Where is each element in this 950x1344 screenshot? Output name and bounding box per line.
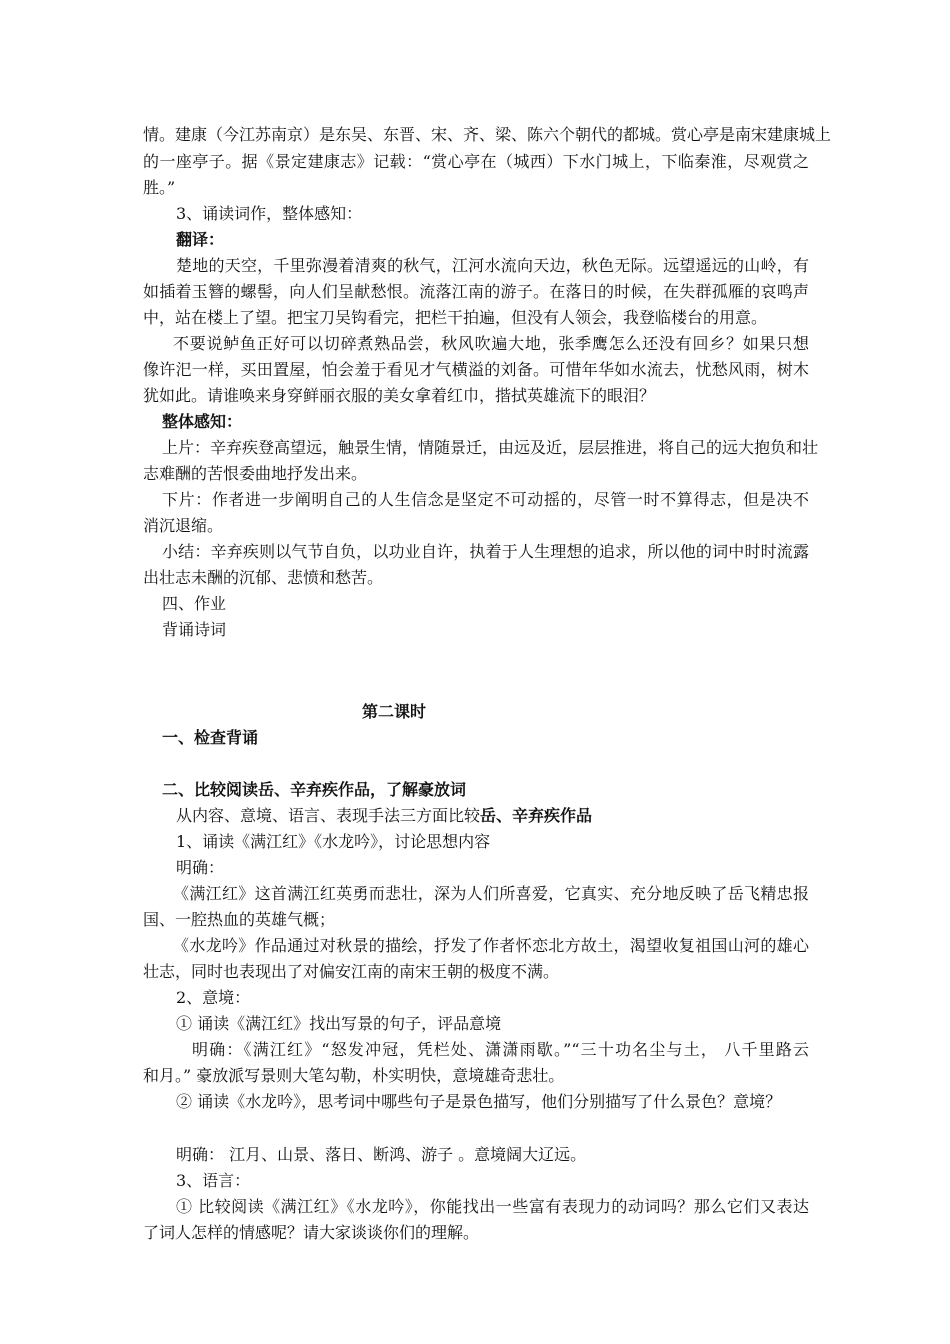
translation-line: 犹如此。请谁唤来身穿鲜丽衣服的美女拿着红巾，揩拭英雄流下的眼泪？ (143, 386, 656, 405)
section-2-heading: 二、比较阅读岳、辛弃疾作品，了解豪放词 (162, 780, 467, 799)
homework-text: 背诵诗词 (162, 620, 227, 639)
question-3-line: ① 比较阅读《满江红》《水龙吟》，你能找出一些富有表现力的动词吗？那么它们又表达 (176, 1197, 809, 1216)
upper-part-line: 上片：辛弃疾登高望远，触景生情，情随景迁，由远及近，层层推进，将自己的远大抱负和壮 (162, 438, 819, 457)
manjianghong-line: 国、一腔热血的英雄气概； (143, 910, 336, 929)
answer-1-line: 和月。” 豪放派写景则大笔勾勒，朴实明快，意境雄奇悲壮。 (143, 1066, 565, 1085)
item-2-heading: 2、意境： (176, 988, 251, 1007)
answer-1-line: 明确：《满江红》“怒发冲冠，凭栏处、潇潇雨歇。”“三十功名尘与土， 八千里路云 (192, 1040, 809, 1059)
manjianghong-line: 《满江红》这首满江红英勇而悲壮，深为人们所喜爱，它真实、充分地反映了岳飞精忠报 (173, 884, 809, 903)
translation-line: 不要说鲈鱼正好可以切碎煮熟品尝，秋风吹遍大地，张季鹰怎么还没有回乡？如果只想 (173, 334, 809, 353)
translation-line: 中，站在楼上了望。把宝刀吴钩看完，把栏干拍遍，但没有人领会，我登临楼台的用意。 (143, 308, 768, 327)
question-2: ② 诵读《水龙吟》，思考词中哪些句子是景色描写，他们分别描写了什么景色？意境？ (176, 1092, 782, 1111)
section-3-heading: 3、诵读词作，整体感知： (176, 204, 363, 223)
question-1: ① 诵读《满江红》找出写景的句子，评品意境 (176, 1014, 502, 1033)
intro-line: 的一座亭子。据《景定建康志》记载：“赏心亭在（城西）下水门城上，下临秦淮，尽观赏之 (143, 152, 809, 171)
shuilongyin-line: 《水龙吟》作品通过对秋景的描绘，抒发了作者怀恋北方故土，渴望收复祖国山河的雄心 (173, 936, 809, 955)
item-3-heading: 3、语言： (176, 1171, 251, 1190)
overall-heading: 整体感知： (162, 412, 243, 431)
intro-line: 胜。” (143, 178, 176, 197)
summary-line: 出壮志未酬的沉郁、悲愤和愁苦。 (143, 568, 384, 587)
clarify-label: 明确： (176, 858, 225, 877)
answer-2: 明确： 江月、山景、落日、断鸿、游子 。意境阔大辽远。 (176, 1145, 587, 1164)
shuilongyin-line: 壮志，同时也表现出了对偏安江南的南宋王朝的极度不满。 (143, 962, 560, 981)
compare-intro-emphasis: 岳、辛弃疾作品 (480, 806, 593, 825)
compare-intro-text: 从内容、意境、语言、表现手法三方面比较 (176, 806, 481, 825)
lower-part-line: 下片：作者进一步阐明自己的人生信念是坚定不可动摇的，尽管一时不算得志，但是决不 (162, 490, 809, 509)
summary-line: 小结：辛弃疾则以气节自负，以功业自许，执着于人生理想的追求，所以他的词中时时流露 (162, 542, 809, 561)
lesson-title: 第二课时 (362, 702, 427, 721)
question-3-line: 了词人怎样的情感呢？请大家谈谈你们的理解。 (143, 1223, 480, 1242)
lower-part-line: 消沉退缩。 (143, 516, 224, 535)
translation-line: 如插着玉簪的螺髻，向人们呈献愁恨。流落江南的游子。在落日的时候，在失群孤雁的哀鸣声 (143, 282, 809, 301)
upper-part-line: 志难酬的苦恨委曲地抒发出来。 (143, 464, 368, 483)
translation-line: 像许汜一样，买田置屋，怕会羞于看见才气横溢的刘备。可惜年华如水流去，忧愁风雨，树木 (143, 360, 809, 379)
compare-intro (176, 804, 592, 828)
item-1-heading: 1、诵读《满江红》《水龙吟》，讨论思想内容 (176, 832, 491, 851)
homework-heading: 四、作业 (162, 594, 227, 613)
intro-line: 情。建康（今江苏南京）是东吴、东晋、宋、齐、梁、陈六个朝代的都城。赏心亭是南宋建康城上 (143, 125, 832, 144)
section-1-heading: 一、检查背诵 (162, 728, 259, 747)
translation-line: 楚地的天空，千里弥漫着清爽的秋气，江河水流向天边，秋色无际。远望遥远的山岭，有 (176, 256, 809, 275)
translation-heading: 翻译： (176, 230, 225, 249)
